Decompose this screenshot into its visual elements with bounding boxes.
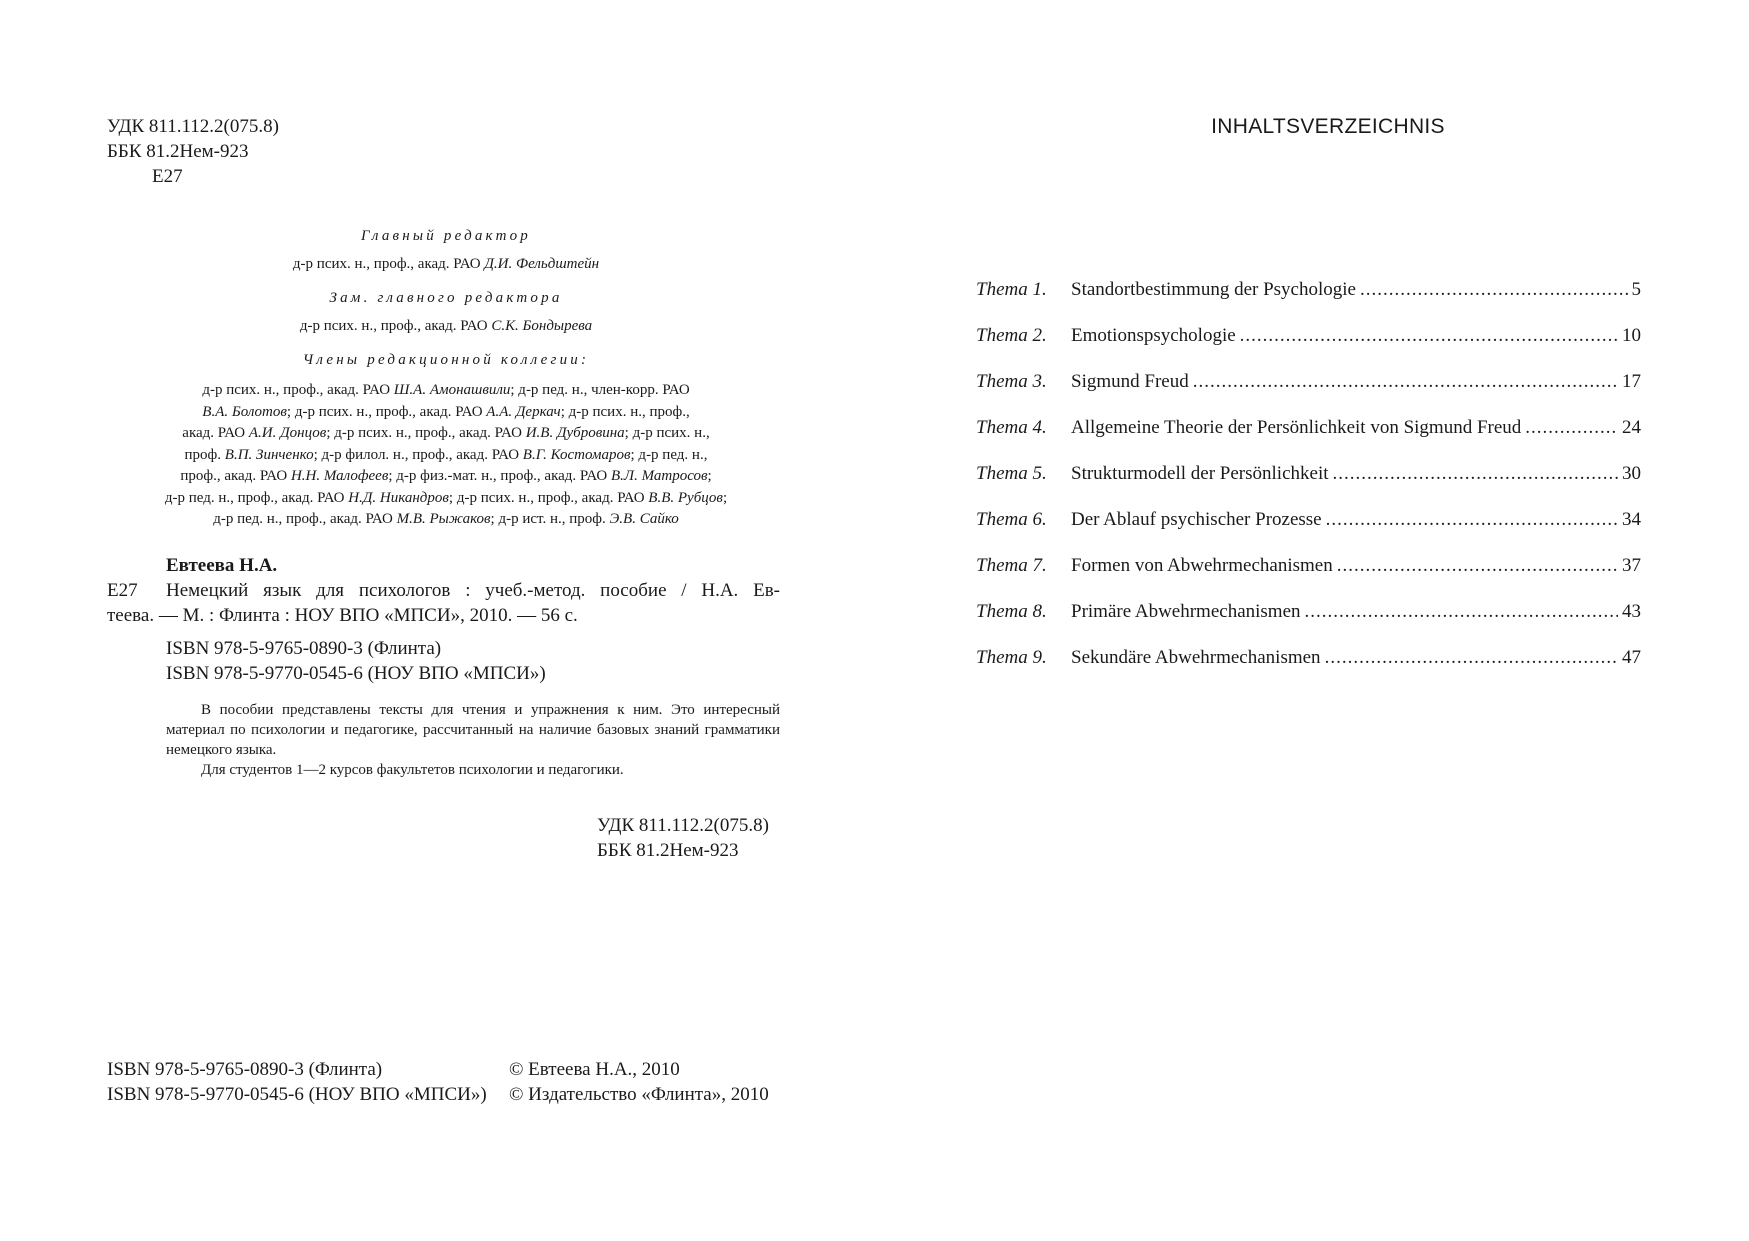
board-member-name: И.В. Дубровина xyxy=(525,425,625,441)
board-member-name: М.В. Рыжаков xyxy=(396,511,491,527)
toc-entry[interactable] xyxy=(976,369,1641,415)
entry-code: Е27 xyxy=(107,580,138,601)
deputy-editor-name: С.К. Бондырева xyxy=(491,318,593,334)
toc-entry-page: 24 xyxy=(1622,417,1641,438)
footer-copyright xyxy=(509,1057,809,1107)
author-sign-code: Е27 xyxy=(152,166,183,187)
board-members-heading: Члены редакционной коллегии: xyxy=(302,352,590,368)
toc-entry-page: 17 xyxy=(1622,371,1641,392)
footer-isbn xyxy=(107,1057,487,1107)
board-member-name: В.В. Рубцов xyxy=(648,489,723,506)
copyright-line: © Издательство «Флинта», 2010 xyxy=(509,1084,769,1105)
annotation xyxy=(107,700,780,780)
toc-entry-title: Sigmund Freud xyxy=(1071,371,1189,392)
author-name: Евтеева Н.А. xyxy=(166,555,278,576)
board-member-title: ; д-р псих. н., xyxy=(624,425,710,441)
toc-entry-title: Standortbestimmung der Psychologie xyxy=(1071,279,1356,300)
chief-editor-line xyxy=(118,254,774,274)
table-of-contents xyxy=(976,277,1641,691)
toc-leader-dots xyxy=(1193,369,1618,394)
toc-entry-number: Thema 6. xyxy=(976,509,1047,530)
bibliographic-record xyxy=(107,553,780,780)
toc-entry[interactable] xyxy=(976,507,1641,553)
board-member-title: ; д-р пед. н., xyxy=(630,446,708,463)
chief-editor-name: Д.И. Фельдштейн xyxy=(484,256,600,272)
toc-entry[interactable] xyxy=(976,415,1641,461)
board-members-line xyxy=(118,380,774,402)
copyright-line: © Евтеева Н.А., 2010 xyxy=(509,1059,680,1080)
entry-line: Немецкий язык для психологов : учеб.-метод. пособие / Н.А. Ев- xyxy=(166,580,780,601)
toc-entry-page: 47 xyxy=(1622,647,1641,668)
board-member-title: ; д-р псих. н., проф., акад. РАО xyxy=(326,425,526,441)
toc-entry-number: Thema 4. xyxy=(976,417,1047,438)
toc-entry[interactable] xyxy=(976,277,1641,323)
toc-entry-number: Thema 3. xyxy=(976,371,1047,392)
footer-isbn-line: ISBN 978-5-9765-0890-3 (Флинта) xyxy=(107,1059,383,1080)
editorial-board xyxy=(118,218,774,531)
toc-entry-page: 5 xyxy=(1631,279,1641,300)
toc-leader-dots xyxy=(1240,323,1618,348)
isbn-list xyxy=(107,636,780,686)
annotation-paragraph: В пособии представлены тексты для чтения и упражнения к ним. Это интересный материал по психологии и педагогике, рассчитанный на наличие базовых знаний грамматики немецкого языка. xyxy=(166,702,780,758)
footer-isbn-line: ISBN 978-5-9770-0545-6 (НОУ ВПО «МПСИ») xyxy=(107,1084,487,1105)
board-members-list xyxy=(118,380,774,531)
toc-entry-number: Thema 2. xyxy=(976,325,1047,346)
board-members-line xyxy=(118,509,774,531)
toc-leader-dots xyxy=(1325,645,1618,670)
bbk-code: ББК 81.2Нем-923 xyxy=(107,141,249,162)
board-member-title: ; д-р физ.-мат. н., проф., акад. РАО xyxy=(388,468,612,484)
board-member-title: д-р пед. н., проф., акад. РАО xyxy=(164,489,349,506)
toc-entry-page: 34 xyxy=(1622,509,1641,530)
toc-entry-title: Allgemeine Theorie der Persönlichkeit von Sigmund Freud xyxy=(1071,417,1522,438)
toc-entry[interactable] xyxy=(976,553,1641,599)
toc-entry[interactable] xyxy=(976,599,1641,645)
chief-editor-title: д-р псих. н., проф., акад. РАО xyxy=(292,256,485,272)
board-member-name: Н.Н. Малофеев xyxy=(290,468,389,484)
board-member-name: Н.Д. Никандров xyxy=(348,489,449,506)
entry-line: теева. — М. : Флинта : НОУ ВПО «МПСИ», 2010. — 56 с. xyxy=(107,605,578,626)
board-member-title: проф., акад. РАО xyxy=(180,468,291,484)
board-member-title: ; xyxy=(722,489,728,506)
toc-entry-title: Der Ablauf psychischer Prozesse xyxy=(1071,509,1322,530)
board-member-name: В.Л. Матросов xyxy=(611,468,708,484)
entry-text xyxy=(107,578,780,628)
udc-code: УДК 811.112.2(075.8) xyxy=(107,116,279,137)
board-member-name: Ш.А. Амонашвили xyxy=(393,382,511,398)
toc-leader-dots xyxy=(1337,553,1618,578)
toc-title: INHALTSVERZEICHNIS xyxy=(1211,115,1445,138)
toc-entry[interactable] xyxy=(976,323,1641,369)
toc-entry-page: 10 xyxy=(1622,325,1641,346)
board-members-line xyxy=(118,488,774,510)
toc-entry-number: Thema 9. xyxy=(976,647,1047,668)
toc-entry-page: 43 xyxy=(1622,601,1641,622)
board-member-title: проф. xyxy=(184,446,225,463)
deputy-editor-line xyxy=(118,316,774,336)
chief-editor-heading: Главный редактор xyxy=(360,228,532,244)
board-members-line xyxy=(118,423,774,445)
isbn-line: ISBN 978-5-9765-0890-3 (Флинта) xyxy=(166,638,442,659)
annotation-paragraph: Для студентов 1—2 курсов факультетов психологии и педагогики. xyxy=(201,762,624,778)
board-member-name: В.А. Болотов xyxy=(202,403,287,420)
board-member-name: А.И. Донцов xyxy=(248,425,327,441)
board-members-line xyxy=(118,466,774,488)
toc-leader-dots xyxy=(1333,461,1618,486)
bbk-code: ББК 81.2Нем-923 xyxy=(597,840,739,861)
board-member-title: ; д-р псих. н., проф., акад. РАО xyxy=(448,489,649,506)
board-member-title: ; д-р псих. н., проф., xyxy=(560,403,690,420)
board-member-name: В.Г. Костомаров xyxy=(522,446,631,463)
toc-entry-title: Strukturmodell der Persönlichkeit xyxy=(1071,463,1329,484)
board-member-name: В.П. Зинченко xyxy=(224,446,314,463)
board-member-title: акад. РАО xyxy=(182,425,249,441)
board-member-title: ; xyxy=(707,468,712,484)
catalog-entry xyxy=(107,578,780,628)
deputy-editor-title: д-р псих. н., проф., акад. РАО xyxy=(299,318,492,334)
toc-entry-number: Thema 5. xyxy=(976,463,1047,484)
isbn-line: ISBN 978-5-9770-0545-6 (НОУ ВПО «МПСИ») xyxy=(166,663,546,684)
board-member-title: ; д-р псих. н., проф., акад. РАО xyxy=(286,403,487,420)
toc-leader-dots xyxy=(1360,277,1628,302)
board-member-title: ; д-р пед. н., член-корр. РАО xyxy=(510,382,690,398)
board-member-title: ; д-р ист. н., проф. xyxy=(490,511,610,527)
board-member-title: ; д-р филол. н., проф., акад. РАО xyxy=(313,446,523,463)
board-member-name: Э.В. Сайко xyxy=(609,511,679,527)
board-member-title: д-р псих. н., проф., акад. РАО xyxy=(202,382,394,398)
board-member-title: д-р пед. н., проф., акад. РАО xyxy=(213,511,397,527)
toc-entry-title: Sekundäre Abwehrmechanismen xyxy=(1071,647,1321,668)
toc-entry-title: Formen von Abwehrmechanismen xyxy=(1071,555,1333,576)
toc-entry-number: Thema 7. xyxy=(976,555,1047,576)
toc-entry-title: Emotionspsychologie xyxy=(1071,325,1236,346)
toc-entry[interactable] xyxy=(976,645,1641,691)
toc-entry-title: Primäre Abwehrmechanismen xyxy=(1071,601,1301,622)
board-member-name: А.А. Деркач xyxy=(486,403,561,420)
board-members-line xyxy=(118,402,774,424)
udc-block-top xyxy=(107,114,507,189)
udc-code: УДК 811.112.2(075.8) xyxy=(597,815,769,836)
board-members-line xyxy=(118,445,774,467)
toc-entry-page: 30 xyxy=(1622,463,1641,484)
deputy-editor-heading: Зам. главного редактора xyxy=(329,290,563,306)
toc-entry-number: Thema 8. xyxy=(976,601,1047,622)
toc-leader-dots xyxy=(1525,415,1618,440)
toc-entry-page: 37 xyxy=(1622,555,1641,576)
toc-entry-number: Thema 1. xyxy=(976,279,1047,300)
toc-leader-dots xyxy=(1305,599,1618,624)
udc-block-bottom xyxy=(597,813,797,863)
toc-leader-dots xyxy=(1326,507,1618,532)
toc-entry[interactable] xyxy=(976,461,1641,507)
